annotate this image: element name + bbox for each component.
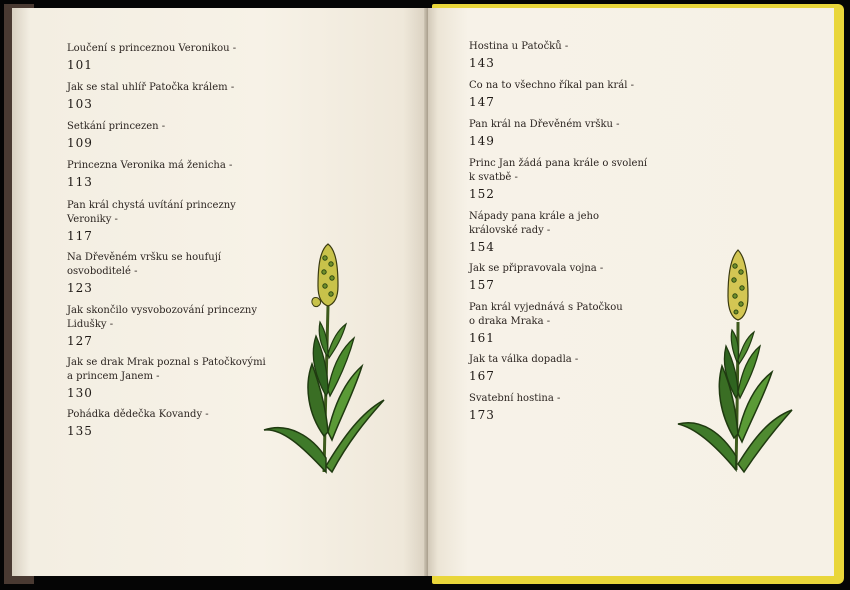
toc-entry-title: Hostina u Patočků - xyxy=(469,41,569,52)
toc-entry-title: Na Dřevěném vršku se houfují osvoboditelé - xyxy=(67,252,222,277)
toc-entry-title: Princ Jan žádá pana krále o svolení k svatbě - xyxy=(469,158,648,183)
toc-entry xyxy=(67,408,209,439)
toc-entry-title: Pan král vyjednává s Patočkou o draka Mraka - xyxy=(469,302,623,327)
toc-entry xyxy=(67,356,266,401)
toc-entry-page: 161 xyxy=(469,331,495,345)
toc-entry-page: 103 xyxy=(67,97,93,111)
toc-entry xyxy=(67,159,232,190)
right-page xyxy=(428,8,834,576)
toc-entry-page: 101 xyxy=(67,58,93,72)
toc-entry-title: Jak se stal uhlíř Patočka králem - xyxy=(67,82,235,93)
toc-entry-title: Setkání princezen - xyxy=(67,121,166,132)
toc-entry-title: Pohádka dědečka Kovandy - xyxy=(67,409,209,420)
toc-entry-title: Jak skončilo vysvobozování princezny Lidušky - xyxy=(67,305,257,330)
toc-entry-page: 117 xyxy=(67,229,93,243)
toc-entry-page: 154 xyxy=(469,240,495,254)
toc-entry-title: Princezna Veronika má ženicha - xyxy=(67,160,233,171)
toc-entry-title: Pan král na Dřevěném vršku - xyxy=(469,119,620,130)
toc-entry xyxy=(469,40,568,71)
toc-entry-page: 113 xyxy=(67,175,93,189)
toc-entry-title: Nápady pana krále a jeho královské rady - xyxy=(469,211,599,236)
toc-entry-page: 143 xyxy=(469,56,495,70)
toc-entry xyxy=(67,199,236,244)
left-page xyxy=(12,8,428,576)
toc-entry xyxy=(469,262,603,293)
toc-entry-page: 123 xyxy=(67,281,93,295)
toc-entry-title: Co na to všechno říkal pan král - xyxy=(469,80,634,91)
toc-entry xyxy=(469,157,647,202)
toc-entry-page: 109 xyxy=(67,136,93,150)
toc-entry xyxy=(67,251,221,296)
toc-entry xyxy=(469,118,620,149)
toc-entry-page: 167 xyxy=(469,369,495,383)
toc-entry-title: Pan král chystá uvítání princezny Veroniky - xyxy=(67,200,236,225)
toc-entry-title: Jak se připravovala vojna - xyxy=(469,263,604,274)
toc-entry-page: 127 xyxy=(67,334,93,348)
toc-entry xyxy=(469,79,634,110)
toc-entry-title: Loučení s princeznou Veronikou - xyxy=(67,43,237,54)
plantain-plant-illustration xyxy=(676,242,796,474)
toc-entry xyxy=(67,304,257,349)
toc-entry-page: 135 xyxy=(67,424,93,438)
toc-entry xyxy=(67,42,236,73)
toc-entry xyxy=(469,210,599,255)
toc-entry-title: Svatební hostina - xyxy=(469,393,561,404)
toc-entry-page: 152 xyxy=(469,187,495,201)
toc-entry-page: 147 xyxy=(469,95,495,109)
toc-entry xyxy=(67,120,165,151)
toc-entry-title: Jak ta válka dopadla - xyxy=(469,354,579,365)
toc-entry xyxy=(67,81,234,112)
toc-entry-page: 173 xyxy=(469,408,495,422)
toc-entry xyxy=(469,353,578,384)
toc-entry xyxy=(469,392,560,423)
toc-entry-title: Jak se drak Mrak poznal s Patočkovými a princem Janem - xyxy=(67,357,266,382)
plantain-plant-illustration xyxy=(262,236,386,476)
toc-entry xyxy=(469,301,623,346)
toc-entry-page: 130 xyxy=(67,386,93,400)
toc-entry-page: 149 xyxy=(469,134,495,148)
toc-entry-page: 157 xyxy=(469,278,495,292)
